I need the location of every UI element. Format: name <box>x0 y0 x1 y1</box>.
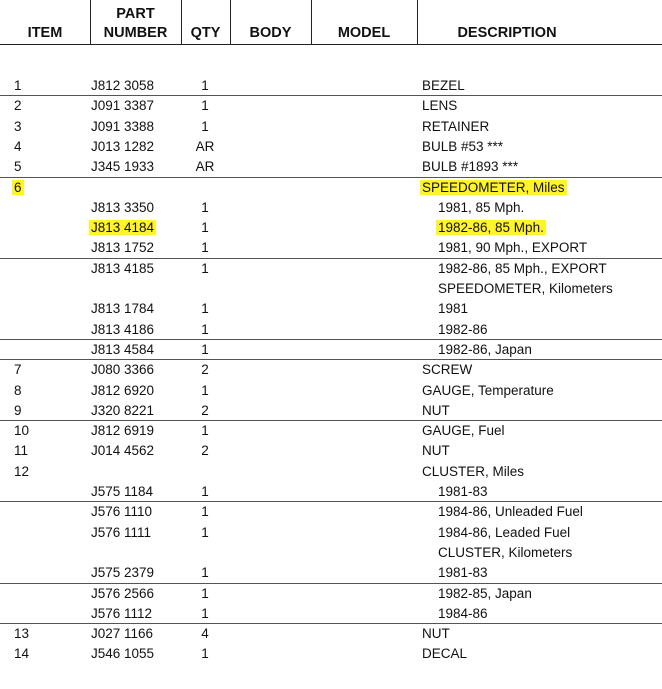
part-number: J575 2379 <box>91 565 155 581</box>
part-number-cell <box>91 341 154 359</box>
header-item: ITEM <box>27 25 63 41</box>
table-row <box>0 604 662 624</box>
description: 1981 <box>438 301 469 317</box>
part-number-cell <box>91 422 154 440</box>
item-number: 14 <box>14 646 30 662</box>
quantity-cell <box>191 300 219 318</box>
part-number-cell <box>91 239 154 257</box>
description: 1984-86 <box>438 605 488 621</box>
part-number: J813 1784 <box>91 301 155 317</box>
part-number-cell <box>91 199 154 217</box>
part-number-cell <box>91 97 154 115</box>
description: GAUGE, Temperature <box>422 382 554 398</box>
table-row <box>0 198 662 218</box>
header-qty: QTY <box>190 25 221 41</box>
item-number-cell <box>14 645 29 663</box>
table-row <box>0 117 662 137</box>
quantity: 1 <box>201 341 209 357</box>
description: 1982-85, Japan <box>438 585 532 601</box>
description: DECAL <box>422 646 468 662</box>
description: 1981, 85 Mph. <box>438 199 525 215</box>
item-number: 2 <box>14 98 22 114</box>
description: LENS <box>422 98 458 114</box>
part-number-cell <box>91 605 152 623</box>
description-cell <box>422 382 554 400</box>
description: BULB #1893 *** <box>422 159 519 175</box>
table-row <box>0 441 662 461</box>
part-number: J576 1112 <box>91 605 153 621</box>
quantity-cell <box>191 442 219 460</box>
part-number: J576 1111 <box>91 524 152 540</box>
description: 1981, 90 Mph., EXPORT <box>438 240 588 256</box>
table-row <box>0 381 662 401</box>
part-number-cell <box>91 382 154 400</box>
description-cell <box>422 158 518 176</box>
quantity-cell <box>191 585 219 603</box>
header-part-number <box>90 5 181 43</box>
item-number-cell <box>14 77 22 95</box>
table-row <box>0 137 662 157</box>
part-number: J813 1752 <box>91 240 155 256</box>
description-cell <box>438 239 587 257</box>
description-cell <box>438 219 546 237</box>
quantity: AR <box>195 159 215 175</box>
part-number: J320 8221 <box>91 402 155 418</box>
item-number: 3 <box>14 118 22 134</box>
part-number-cell <box>91 158 154 176</box>
table-row <box>0 238 662 258</box>
quantity-cell <box>191 97 219 115</box>
quantity: 1 <box>201 321 209 337</box>
description: 1982-86, 85 Mph. <box>438 220 544 236</box>
description: 1981-83 <box>438 565 488 581</box>
item-number-cell <box>14 402 22 420</box>
item-number: 12 <box>14 463 30 479</box>
quantity-cell <box>191 361 219 379</box>
table-row <box>0 482 662 502</box>
table-row <box>0 523 662 543</box>
description-cell <box>422 77 465 95</box>
description-cell <box>438 483 488 501</box>
item-number: 4 <box>14 138 22 154</box>
quantity: 1 <box>201 585 209 601</box>
part-number: J576 2566 <box>91 585 155 601</box>
part-number-cell <box>91 585 154 603</box>
part-number: J546 1055 <box>91 646 155 662</box>
description: BULB #53 *** <box>422 138 504 154</box>
part-number: J013 1282 <box>91 138 155 154</box>
quantity: 1 <box>201 524 209 540</box>
table-row <box>0 401 662 421</box>
description-cell <box>438 503 583 521</box>
description: RETAINER <box>422 118 490 134</box>
header-part-line1: PART <box>116 6 155 22</box>
quantity: 1 <box>201 220 209 236</box>
item-number-cell <box>14 179 24 197</box>
quantity-cell <box>191 158 219 176</box>
quantity: 1 <box>201 504 209 520</box>
part-number-cell <box>91 442 154 460</box>
table-row <box>0 76 662 96</box>
item-number-cell <box>14 442 28 460</box>
part-number-cell <box>91 503 152 521</box>
description-cell <box>422 138 503 156</box>
part-number-cell <box>91 524 151 542</box>
part-number-cell <box>91 625 153 643</box>
description-cell <box>438 260 607 278</box>
part-number: J813 4186 <box>91 321 155 337</box>
table-row <box>0 96 662 116</box>
item-number: 8 <box>14 382 22 398</box>
part-number: J027 1166 <box>91 626 154 642</box>
description-cell <box>422 118 489 136</box>
part-number-cell <box>91 300 154 318</box>
quantity: 1 <box>201 118 209 134</box>
quantity: 1 <box>201 78 209 93</box>
quantity-cell <box>191 118 219 136</box>
item-number-cell <box>14 382 22 400</box>
item-number-cell <box>14 138 22 156</box>
part-number: J812 3058 <box>91 78 155 93</box>
part-number-cell <box>91 564 154 582</box>
quantity: 1 <box>201 301 209 317</box>
quantity: 1 <box>201 646 209 662</box>
description-cell <box>422 97 457 115</box>
description: 1982-86, Japan <box>438 341 532 357</box>
part-number: J014 4562 <box>91 443 155 459</box>
item-number-cell <box>14 158 22 176</box>
part-number-cell <box>91 402 154 420</box>
description-cell <box>422 645 467 663</box>
quantity-cell <box>191 260 219 278</box>
part-number: J091 3387 <box>91 98 155 114</box>
description: NUT <box>422 626 450 642</box>
header-rule <box>0 44 662 45</box>
description: NUT <box>422 443 450 459</box>
item-number: 5 <box>14 159 22 175</box>
item-number-cell <box>14 463 29 481</box>
part-number: J091 3388 <box>91 118 155 134</box>
table-row <box>0 279 662 299</box>
quantity: 1 <box>201 98 209 114</box>
part-number: J345 1933 <box>91 159 155 175</box>
description: NUT <box>422 402 450 418</box>
part-number: J813 3350 <box>91 199 155 215</box>
description-cell <box>438 199 524 217</box>
part-number: J813 4584 <box>91 341 155 357</box>
quantity-cell <box>191 239 219 257</box>
description: SCREW <box>422 362 473 378</box>
description-cell <box>438 321 488 339</box>
description-cell <box>422 361 472 379</box>
description: 1981-83 <box>438 484 488 499</box>
quantity: 1 <box>201 605 209 621</box>
description: CLUSTER, Miles <box>422 463 525 479</box>
description-cell <box>438 544 572 562</box>
description-cell <box>438 585 532 603</box>
header-part-line2: NUMBER <box>103 25 168 41</box>
description: GAUGE, Fuel <box>422 423 505 439</box>
item-number: 1 <box>14 78 22 93</box>
quantity-cell <box>191 341 219 359</box>
part-number-cell <box>91 118 154 136</box>
description-cell <box>422 422 505 440</box>
part-number: J576 1110 <box>91 504 153 520</box>
part-number: J812 6920 <box>91 382 155 398</box>
item-number: 13 <box>14 626 30 642</box>
quantity-cell <box>191 138 219 156</box>
item-number: 7 <box>14 362 22 378</box>
quantity-cell <box>191 564 219 582</box>
part-number: J080 3366 <box>91 362 155 378</box>
table-row <box>0 259 662 279</box>
quantity: 1 <box>201 382 209 398</box>
table-row <box>0 178 662 198</box>
item-number: 11 <box>14 443 29 459</box>
part-number-cell <box>91 219 156 237</box>
part-number-cell <box>91 260 154 278</box>
quantity: 1 <box>201 565 209 581</box>
part-number-cell <box>91 645 154 663</box>
quantity-cell <box>191 77 219 95</box>
description: CLUSTER, Kilometers <box>438 544 573 560</box>
description-cell <box>438 564 488 582</box>
quantity-cell <box>191 321 219 339</box>
item-number-cell <box>14 625 29 643</box>
quantity: 4 <box>201 626 209 642</box>
part-number-cell <box>91 138 154 156</box>
quantity: 1 <box>201 199 209 215</box>
quantity-cell <box>191 625 219 643</box>
quantity-cell <box>191 199 219 217</box>
table-row <box>0 157 662 177</box>
table-row <box>0 340 662 360</box>
table-row <box>0 462 662 482</box>
description: 1982-86 <box>438 321 488 337</box>
table-row <box>0 563 662 583</box>
part-number: J813 4184 <box>91 220 155 236</box>
quantity: 2 <box>201 362 209 378</box>
description-cell <box>422 179 567 197</box>
description: SPEEDOMETER, Miles <box>422 179 565 195</box>
table-row <box>0 218 662 238</box>
part-number: J813 4185 <box>91 260 155 276</box>
description: BEZEL <box>422 78 465 93</box>
table-row <box>0 421 662 441</box>
table-row <box>0 624 662 644</box>
part-number-cell <box>91 321 154 339</box>
item-number-cell <box>14 361 22 379</box>
description-cell <box>438 341 532 359</box>
item-number-cell <box>14 118 22 136</box>
description-cell <box>422 442 450 460</box>
description-cell <box>438 605 488 623</box>
quantity: 1 <box>201 240 209 256</box>
header-model: MODEL <box>337 25 391 41</box>
quantity: 1 <box>201 423 209 439</box>
quantity-cell <box>191 483 219 501</box>
item-number-cell <box>14 422 29 440</box>
item-number: 9 <box>14 402 22 418</box>
table-row <box>0 502 662 522</box>
item-number: 10 <box>14 423 30 439</box>
quantity: 2 <box>201 443 209 459</box>
description-cell <box>438 280 613 298</box>
description-cell <box>422 625 450 643</box>
description: 1984-86, Unleaded Fuel <box>438 504 583 520</box>
quantity-cell <box>191 382 219 400</box>
quantity-cell <box>191 524 219 542</box>
part-number-cell <box>91 361 154 379</box>
header-description: DESCRIPTION <box>457 25 557 41</box>
description: 1984-86, Leaded Fuel <box>438 524 571 540</box>
header-body: BODY <box>249 25 292 41</box>
description-cell <box>422 402 450 420</box>
quantity-cell <box>191 402 219 420</box>
quantity-cell <box>191 503 219 521</box>
part-number: J575 1184 <box>91 484 154 499</box>
description: 1982-86, 85 Mph., EXPORT <box>438 260 607 276</box>
item-number-cell <box>14 97 22 115</box>
description: SPEEDOMETER, Kilometers <box>438 281 613 296</box>
table-row <box>0 644 662 664</box>
quantity: 1 <box>201 484 209 499</box>
description-cell <box>422 463 524 481</box>
part-number: J812 6919 <box>91 423 155 439</box>
table-row <box>0 543 662 563</box>
quantity-cell <box>191 219 219 237</box>
description-cell <box>438 524 570 542</box>
table-row <box>0 320 662 340</box>
quantity: AR <box>195 138 215 154</box>
item-number: 6 <box>14 179 22 195</box>
quantity-cell <box>191 605 219 623</box>
table-row <box>0 299 662 319</box>
table-row <box>0 360 662 380</box>
quantity: 2 <box>201 402 209 418</box>
quantity-cell <box>191 645 219 663</box>
part-number-cell <box>91 483 153 501</box>
description-cell <box>438 300 468 318</box>
part-number-cell <box>91 77 154 95</box>
quantity: 1 <box>201 260 209 276</box>
quantity-cell <box>191 422 219 440</box>
table-row <box>0 584 662 604</box>
